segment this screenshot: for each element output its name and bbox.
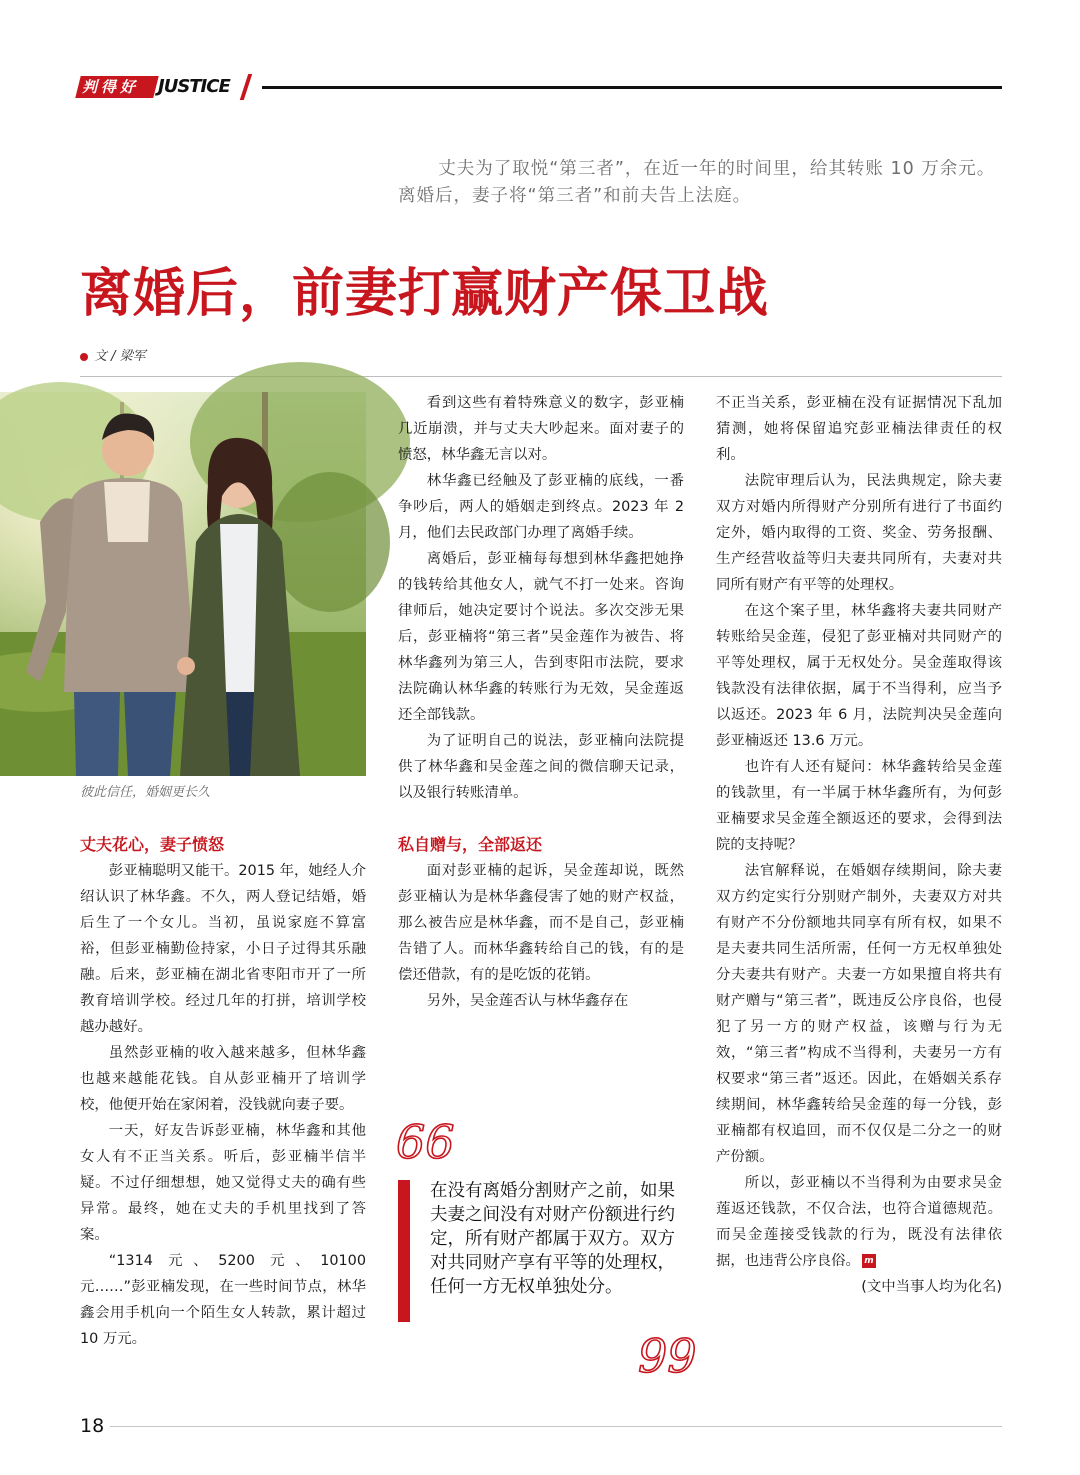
- page-number: 18: [80, 1415, 105, 1437]
- paragraph: 面对彭亚楠的起诉，吴金莲却说，既然彭亚楠认为是林华鑫侵害了她的财产权益，那么被告应是林华鑫，而不是自己，彭亚楠告错了人。而林华鑫转给自己的钱，有的是偿还借款，有的是吃饭的花销。: [398, 863, 684, 983]
- paragraph: 在这个案子里，林华鑫将夫妻共同财产转账给吴金莲，侵犯了彭亚楠对共同财产的平等处理权，属于无权处分。吴金莲取得该钱款没有法律依据，属于不当得利，应当予以返还。2023 年 6 月，法院判决吴金莲向彭亚楠返还 13.6 万元。: [716, 603, 1002, 749]
- couple-photo-illustration: [0, 392, 366, 776]
- article-title: 离婚后，前妻打赢财产保卫战: [80, 264, 770, 324]
- subhead-1: 丈夫花心，妻子愤怒: [80, 835, 225, 854]
- article-lead: [398, 156, 1002, 210]
- footer-rule: [110, 1426, 1002, 1427]
- pull-quote-text: 在没有离婚分割财产之前，如果夫妻之间没有对财产份额进行约定，所有财产都属于双方。双方对共同财产享有平等的处理权，任何一方无权单独处分。: [430, 1181, 675, 1297]
- names-note: (文中当事人均为化名): [861, 1279, 1002, 1295]
- body-column-3: [716, 390, 1002, 1300]
- header-slash: [240, 74, 252, 100]
- paragraph: 不正当关系，彭亚楠在没有证据情况下乱加猜测，她将保留追究彭亚楠法律责任的权利。: [716, 395, 1002, 463]
- paragraph: 一天，好友告诉彭亚楠，林华鑫和其他女人有不正当关系。听后，彭亚楠半信半疑。不过仔细想想，她又觉得丈夫的确有些异常。最终，她在丈夫的手机里找到了答案。: [80, 1123, 366, 1243]
- quote-close-icon: [638, 1329, 697, 1383]
- section-tag-cn: 判得好: [82, 78, 140, 96]
- photo-caption: 彼此信任，婚姻更长久: [80, 785, 211, 800]
- quote-close-glyph: 99: [638, 1329, 697, 1383]
- paragraph: 也许有人还有疑问：林华鑫转给吴金莲的钱款里，有一半属于林华鑫所有，为何彭亚楠要求吴金莲全额返还的要求，会得到法院的支持呢？: [716, 759, 1002, 853]
- paragraph: 林华鑫已经触及了彭亚楠的底线，一番争吵后，两人的婚姻走到终点。2023 年 2 月，他们去民政部门办理了离婚手续。: [398, 473, 684, 541]
- paragraph: 法官解释说，在婚姻存续期间，除夫妻双方约定实行分别财产制外，夫妻双方对共有财产不分份额地共同享有所有权，如果不是夫妻共同生活所需，任何一方无权单独处分夫妻共有财产。夫妻一方如果擅自将共有财产赠与“第三者”，既违反公序良俗，也侵犯了另一方的财产权益，该赠与行为无效，“第三者”构成不当得利，夫妻另一方有权要求“第三者”返还。因此，在婚姻关系存续期间，林华鑫转给吴金莲的每一分钱，彭亚楠都有权追回，而不仅仅是二分之一的财产份额。: [716, 863, 1002, 1165]
- paragraph: 另外，吴金莲否认与林华鑫存在: [426, 993, 629, 1009]
- paragraph: 看到这些有着特殊意义的数字，彭亚楠几近崩溃，并与丈夫大吵起来。面对妻子的愤怒，林华鑫无言以对。: [398, 395, 684, 463]
- body-column-2: [398, 390, 684, 1014]
- closing-paragraph-text: 所以，彭亚楠以不当得利为由要求吴金莲返还钱款，不仅合法，也符合道德规范。而吴金莲接受钱款的行为，既没有法律依据，也违背公序良俗。: [716, 1175, 1002, 1269]
- header-rule: [262, 86, 1002, 89]
- paragraph: 为了证明自己的说法，彭亚楠向法院提供了林华鑫和吴金莲之间的微信聊天记录，以及银行转账清单。: [398, 733, 684, 801]
- quote-bar: [398, 1180, 410, 1322]
- subhead-2: 私自赠与，全部返还: [398, 835, 543, 854]
- paragraph: 虽然彭亚楠的收入越来越多，但林华鑫也越来越能花钱。自从彭亚楠开了培训学校，他便开始在家闲着，没钱就向妻子要。: [80, 1045, 366, 1113]
- section-tag-en: JUSTICE: [158, 76, 230, 97]
- end-mark-icon: m: [862, 1254, 876, 1268]
- author-byline: 文 / 梁军: [94, 349, 146, 364]
- paragraph: 法院审理后认为，民法典规定，除夫妻双方对婚内所得财产分别所有进行了书面约定外，婚内取得的工资、奖金、劳务报酬、生产经营收益等归夫妻共同所有，夫妻对共同所有财产有平等的处理权。: [716, 473, 1002, 593]
- author-bullet-icon: [80, 353, 88, 361]
- paragraph: 离婚后，彭亚楠每每想到林华鑫把她挣的钱转给其他女人，就气不打一处来。咨询律师后，她决定要讨个说法。多次交涉无果后，彭亚楠将“第三者”吴金莲作为被告、将林华鑫列为第三人，告到枣阳市法院，要求法院确认林华鑫的转账行为无效，吴金莲返还全部钱款。: [398, 551, 684, 723]
- paragraph: [716, 1170, 1002, 1274]
- quote-open-glyph: 66: [396, 1115, 455, 1169]
- couple-photo: [0, 392, 366, 776]
- quote-open-icon: [396, 1115, 455, 1169]
- byline-rule: [80, 376, 1002, 377]
- paragraph: “1314 元、5200 元、10100 元……”彭亚楠发现，在一些时间节点，林华鑫会用手机向一个陌生女人转款，累计超过 10 万元。: [80, 1253, 366, 1347]
- body-column-1: [80, 832, 366, 1352]
- lead-text: 丈夫为了取悦“第三者”，在近一年的时间里，给其转账 10 万余元。离婚后，妻子将“第三者”和前夫告上法庭。: [398, 159, 996, 206]
- paragraph: 彭亚楠聪明又能干。2015 年，她经人介绍认识了林华鑫。不久，两人登记结婚，婚后生了一个女儿。当初，虽说家庭不算富裕，但彭亚楠勤俭持家，小日子过得其乐融融。后来，彭亚楠在湖北省枣阳市开了一所教育培训学校。经过几年的打拼，培训学校越办越好。: [80, 863, 366, 1035]
